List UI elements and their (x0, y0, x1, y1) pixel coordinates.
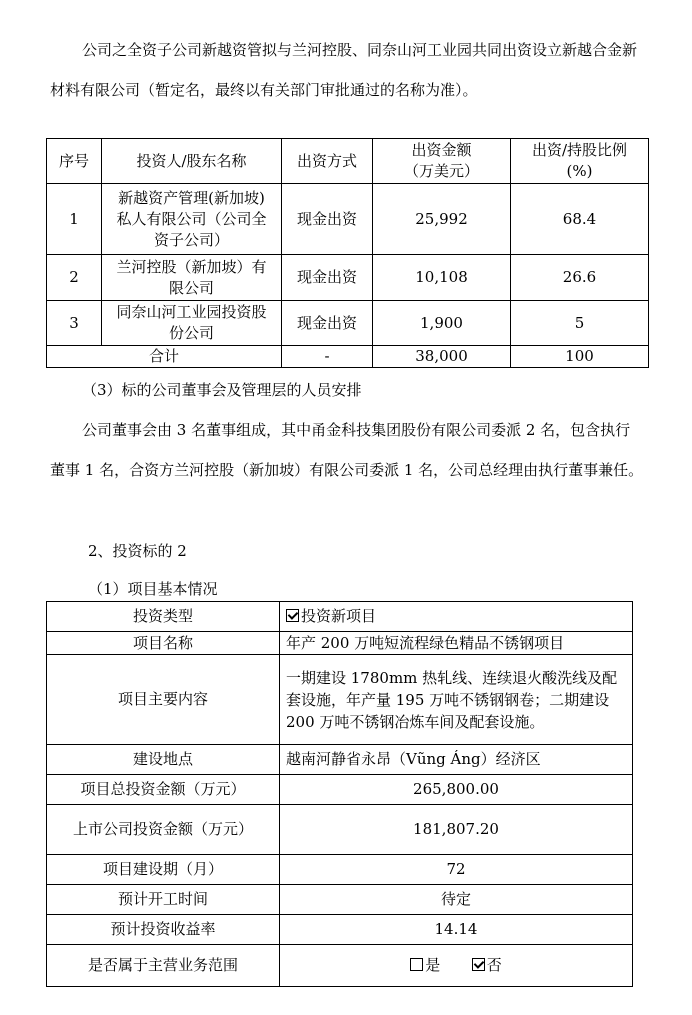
table-header-row (47, 139, 649, 184)
project-content-label: 项目主要内容 (47, 655, 280, 745)
project-content-value: 一期建设 1780mm 热轧线、连续退火酸洗线及配套设施，年产量 195 万吨不锈钢钢卷；二期建设 200 万吨不锈钢冶炼车间及配套设施。 (280, 655, 633, 745)
table-total-row (47, 346, 649, 368)
option-no: 否 (486, 956, 502, 974)
total-invest-value: 265,800.00 (280, 775, 633, 805)
return-rate-value: 14.14 (280, 915, 633, 945)
row-index: 2 (47, 255, 102, 301)
table-row (47, 255, 649, 301)
start-time-label: 预计开工时间 (47, 885, 280, 915)
listed-invest-value: 181,807.20 (280, 805, 633, 855)
row-amount: 10,108 (373, 255, 511, 301)
listed-invest-label: 上市公司投资金额（万元） (47, 805, 280, 855)
option-yes: 是 (425, 956, 441, 974)
row-investor: 新越资产管理(新加坡)私人有限公司（公司全资子公司） (102, 184, 282, 255)
project-info-table (46, 601, 633, 987)
total-amount: 38,000 (373, 346, 511, 368)
total-invest-label: 项目总投资金额（万元） (47, 775, 280, 805)
row-ratio: 5 (511, 301, 649, 346)
row-method: 现金出资 (282, 184, 373, 255)
main-business-label: 是否属于主营业务范围 (47, 945, 280, 987)
return-rate-label: 预计投资收益率 (47, 915, 280, 945)
section-3-heading: （3）标的公司董事会及管理层的人员安排 (82, 381, 362, 399)
row-amount: 25,992 (373, 184, 511, 255)
invest-type-label: 投资类型 (47, 602, 280, 632)
total-method: - (282, 346, 373, 368)
main-business-value (280, 945, 633, 987)
row-index: 3 (47, 301, 102, 346)
table-row (47, 301, 649, 346)
row-method: 现金出资 (282, 255, 373, 301)
section-3-body: 公司董事会由 3 名董事组成，其中甬金科技集团股份有限公司委派 2 名，包含执行董事 1 名，合资方兰河控股（新加坡）有限公司委派 1 名，公司总经理由执行董事兼任。 (50, 421, 644, 479)
section-2-heading: 2、投资标的 2 (88, 542, 187, 560)
row-ratio: 26.6 (511, 255, 649, 301)
row-amount: 1,900 (373, 301, 511, 346)
checked-box-icon (286, 609, 299, 622)
row-ratio: 68.4 (511, 184, 649, 255)
header-index: 序号 (47, 139, 102, 184)
start-time-value: 待定 (280, 885, 633, 915)
header-ratio: 出资/持股比例(%) (511, 139, 649, 184)
row-investor: 同奈山河工业园投资股份公司 (102, 301, 282, 346)
shareholder-table (46, 138, 649, 368)
intro-paragraph: 公司之全资子公司新越资管拟与兰河控股、同奈山河工业园共同出资设立新越合金新材料有限公司（暂定名，最终以有关部门审批通过的名称为准）。 (50, 41, 638, 99)
header-amount: 出资金额（万美元） (373, 139, 511, 184)
location-value: 越南河静省永昂（Vũng Áng）经济区 (280, 745, 633, 775)
invest-type-value: 投资新项目 (280, 602, 633, 632)
row-investor: 兰河控股（新加坡）有限公司 (102, 255, 282, 301)
header-method: 出资方式 (282, 139, 373, 184)
row-index: 1 (47, 184, 102, 255)
period-value: 72 (280, 855, 633, 885)
total-label: 合计 (47, 346, 282, 368)
project-info-heading: （1）项目基本情况 (88, 580, 218, 598)
location-label: 建设地点 (47, 745, 280, 775)
header-investor: 投资人/股东名称 (102, 139, 282, 184)
row-method: 现金出资 (282, 301, 373, 346)
period-label: 项目建设期（月） (47, 855, 280, 885)
total-ratio: 100 (511, 346, 649, 368)
project-name-label: 项目名称 (47, 632, 280, 655)
checked-box-icon (472, 958, 485, 971)
unchecked-box-icon (410, 958, 423, 971)
project-name-value: 年产 200 万吨短流程绿色精品不锈钢项目 (280, 632, 633, 655)
table-row (47, 184, 649, 255)
